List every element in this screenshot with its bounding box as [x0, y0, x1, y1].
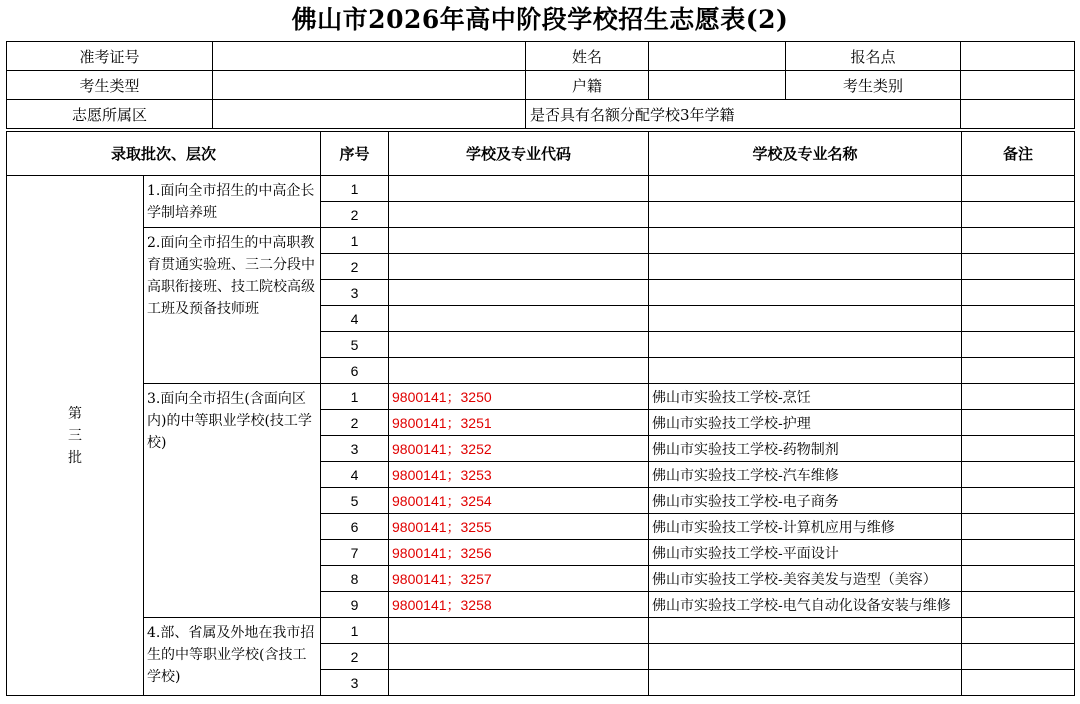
reg-point-label: 报名点 — [786, 42, 961, 71]
seq-cell: 3 — [321, 436, 389, 462]
seq-cell: 7 — [321, 540, 389, 566]
school-code-cell[interactable] — [389, 228, 649, 254]
remark-cell[interactable] — [962, 358, 1075, 384]
school-name-cell[interactable] — [649, 332, 962, 358]
school-name-cell[interactable] — [649, 202, 962, 228]
remark-cell[interactable] — [962, 384, 1075, 410]
seq-cell: 3 — [321, 280, 389, 306]
col-remark-header: 备注 — [962, 132, 1075, 176]
school-name-cell[interactable] — [649, 618, 962, 644]
exam-id-label: 准考证号 — [7, 42, 213, 71]
applicant-info-table — [6, 41, 1075, 129]
table-row — [7, 618, 1075, 644]
name-field[interactable] — [649, 42, 786, 71]
name-label: 姓名 — [526, 42, 649, 71]
school-code-cell[interactable] — [389, 176, 649, 202]
seq-cell: 6 — [321, 514, 389, 540]
school-code-cell[interactable] — [389, 670, 649, 696]
table-row — [7, 384, 1075, 410]
seq-cell: 5 — [321, 488, 389, 514]
remark-cell[interactable] — [962, 176, 1075, 202]
seq-cell: 1 — [321, 176, 389, 202]
school-code-cell[interactable]: 9800141；3257 — [389, 566, 649, 592]
school-name-cell[interactable]: 佛山市实验技工学校-平面设计 — [649, 540, 962, 566]
seq-cell: 8 — [321, 566, 389, 592]
remark-cell[interactable] — [962, 332, 1075, 358]
remark-cell[interactable] — [962, 462, 1075, 488]
school-name-cell[interactable] — [649, 306, 962, 332]
school-code-cell[interactable]: 9800141；3251 — [389, 410, 649, 436]
school-code-cell[interactable] — [389, 358, 649, 384]
remark-cell[interactable] — [962, 566, 1075, 592]
category-label: 考生类别 — [786, 71, 961, 100]
seq-cell: 4 — [321, 306, 389, 332]
remark-cell[interactable] — [962, 540, 1075, 566]
school-code-cell[interactable] — [389, 332, 649, 358]
col-seq-header: 序号 — [321, 132, 389, 176]
school-name-cell[interactable] — [649, 644, 962, 670]
school-code-cell[interactable]: 9800141；3254 — [389, 488, 649, 514]
school-code-cell[interactable]: 9800141；3256 — [389, 540, 649, 566]
school-name-cell[interactable] — [649, 176, 962, 202]
household-field[interactable] — [649, 71, 786, 100]
school-code-cell[interactable]: 9800141；3253 — [389, 462, 649, 488]
reg-point-field[interactable] — [961, 42, 1075, 71]
school-name-cell[interactable]: 佛山市实验技工学校-美容美发与造型（美容） — [649, 566, 962, 592]
seq-cell: 9 — [321, 592, 389, 618]
district-field[interactable] — [213, 100, 526, 129]
school-code-cell[interactable]: 9800141；3250 — [389, 384, 649, 410]
exam-id-field[interactable] — [213, 42, 526, 71]
student-type-label: 考生类型 — [7, 71, 213, 100]
level-label: 1.面向全市招生的中高企长学制培养班 — [144, 176, 321, 228]
remark-cell[interactable] — [962, 618, 1075, 644]
form-title: 佛山市2026年高中阶段学校招生志愿表(2) — [291, 5, 789, 34]
school-code-cell[interactable] — [389, 202, 649, 228]
level-label: 2.面向全市招生的中高职教育贯通实验班、三二分段中高职衔接班、技工院校高级工班及预备技师班 — [144, 228, 321, 384]
preferences-table — [6, 131, 1075, 696]
remark-cell[interactable] — [962, 514, 1075, 540]
student-type-field[interactable] — [213, 71, 526, 100]
household-label: 户籍 — [526, 71, 649, 100]
school-name-cell[interactable]: 佛山市实验技工学校-电气自动化设备安装与维修 — [649, 592, 962, 618]
col-code-header: 学校及专业代码 — [389, 132, 649, 176]
school-name-cell[interactable]: 佛山市实验技工学校-烹饪 — [649, 384, 962, 410]
quota-answer-field[interactable] — [961, 100, 1075, 129]
seq-cell: 5 — [321, 332, 389, 358]
district-label: 志愿所属区 — [7, 100, 213, 129]
school-code-cell[interactable] — [389, 644, 649, 670]
table-row — [7, 176, 1075, 202]
school-name-cell[interactable] — [649, 280, 962, 306]
table-row — [7, 228, 1075, 254]
seq-cell: 6 — [321, 358, 389, 384]
remark-cell[interactable] — [962, 280, 1075, 306]
school-name-cell[interactable] — [649, 254, 962, 280]
col-batch-header: 录取批次、层次 — [7, 132, 321, 176]
school-code-cell[interactable]: 9800141；3258 — [389, 592, 649, 618]
category-field[interactable] — [961, 71, 1075, 100]
remark-cell[interactable] — [962, 202, 1075, 228]
batch-label-text: 第三批 — [68, 405, 82, 466]
remark-cell[interactable] — [962, 488, 1075, 514]
seq-cell: 2 — [321, 410, 389, 436]
seq-cell: 2 — [321, 254, 389, 280]
school-name-cell[interactable] — [649, 670, 962, 696]
school-name-cell[interactable]: 佛山市实验技工学校-药物制剂 — [649, 436, 962, 462]
col-name-header: 学校及专业名称 — [649, 132, 962, 176]
school-name-cell[interactable]: 佛山市实验技工学校-计算机应用与维修 — [649, 514, 962, 540]
seq-cell: 1 — [321, 618, 389, 644]
remark-cell[interactable] — [962, 254, 1075, 280]
school-name-cell[interactable]: 佛山市实验技工学校-电子商务 — [649, 488, 962, 514]
seq-cell: 2 — [321, 202, 389, 228]
remark-cell[interactable] — [962, 592, 1075, 618]
level-label: 3.面向全市招生(含面向区内)的中等职业学校(技工学校) — [144, 384, 321, 618]
seq-cell: 1 — [321, 228, 389, 254]
school-code-cell[interactable] — [389, 306, 649, 332]
school-code-cell[interactable] — [389, 618, 649, 644]
school-name-cell[interactable]: 佛山市实验技工学校-汽车维修 — [649, 462, 962, 488]
seq-cell: 4 — [321, 462, 389, 488]
school-code-cell[interactable] — [389, 254, 649, 280]
school-code-cell[interactable]: 9800141；3255 — [389, 514, 649, 540]
school-name-cell[interactable] — [649, 358, 962, 384]
seq-cell: 3 — [321, 670, 389, 696]
batch-label — [7, 176, 144, 696]
seq-cell: 2 — [321, 644, 389, 670]
school-code-cell[interactable]: 9800141；3252 — [389, 436, 649, 462]
quota-question-label: 是否具有名额分配学校3年学籍 — [526, 100, 961, 129]
seq-cell: 1 — [321, 384, 389, 410]
remark-cell[interactable] — [962, 410, 1075, 436]
school-name-cell[interactable] — [649, 228, 962, 254]
remark-cell[interactable] — [962, 644, 1075, 670]
level-label: 4.部、省属及外地在我市招生的中等职业学校(含技工学校) — [144, 618, 321, 696]
remark-cell[interactable] — [962, 306, 1075, 332]
remark-cell[interactable] — [962, 436, 1075, 462]
remark-cell[interactable] — [962, 670, 1075, 696]
remark-cell[interactable] — [962, 228, 1075, 254]
school-name-cell[interactable]: 佛山市实验技工学校-护理 — [649, 410, 962, 436]
school-code-cell[interactable] — [389, 280, 649, 306]
